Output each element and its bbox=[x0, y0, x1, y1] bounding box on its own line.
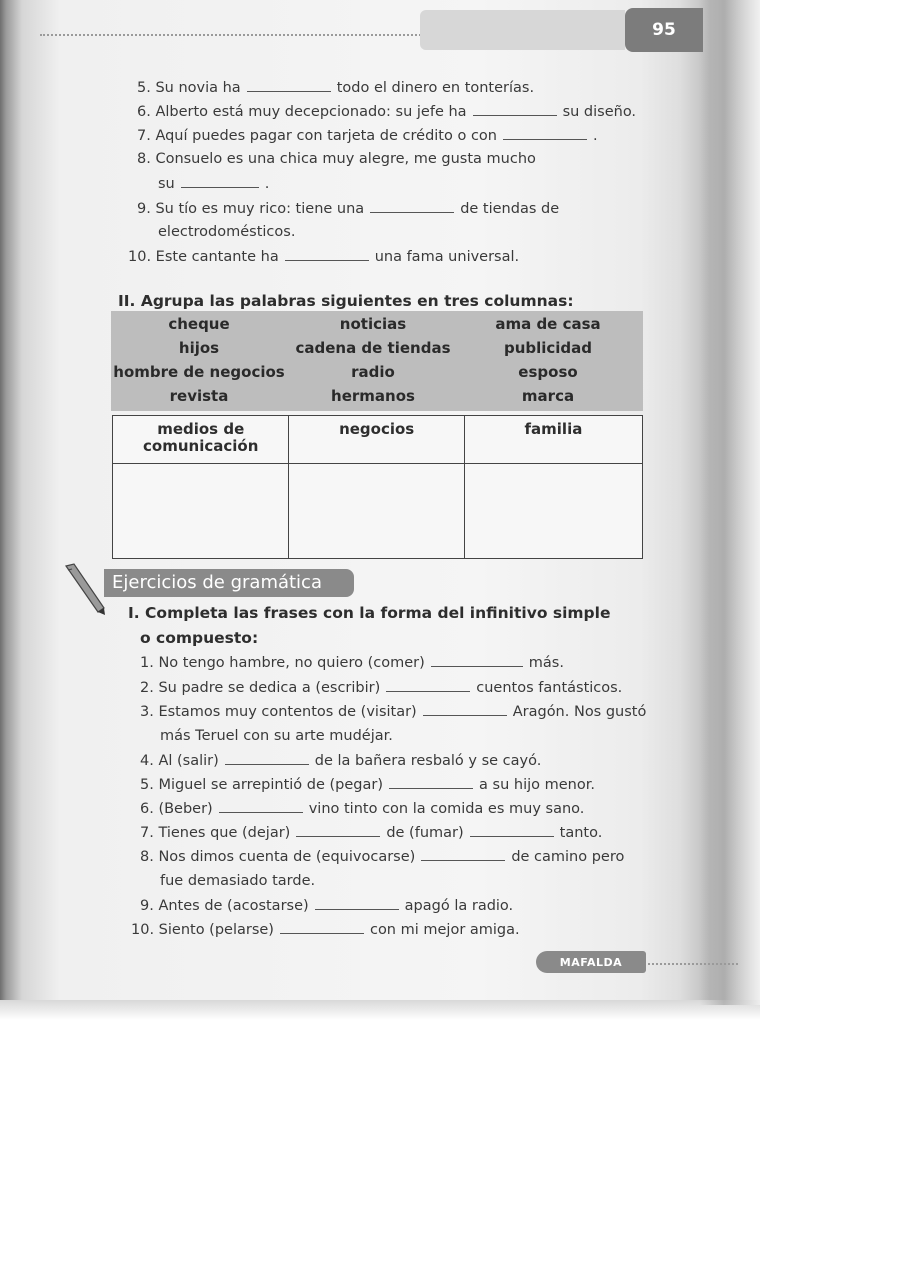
grammar-sentence bbox=[140, 798, 584, 819]
grammar-text: 8. Nos dimos cuenta de (equivocarse) bbox=[140, 849, 416, 865]
word-bank-item: ama de casa bbox=[495, 315, 601, 333]
page-edge-shadow bbox=[0, 1000, 760, 1020]
column-header-medios: medios de comunicación bbox=[113, 416, 289, 464]
vocab-text: su diseño. bbox=[562, 104, 637, 120]
grammar-text: 1. No tengo hambre, no quiero (comer) bbox=[140, 655, 425, 671]
vocab-text: todo el dinero en tonterías. bbox=[336, 80, 535, 96]
word-bank-item: hijos bbox=[178, 339, 220, 357]
vocab-line bbox=[137, 198, 559, 219]
grammar-text: de (fumar) bbox=[386, 825, 464, 841]
grammar-heading-line1: I. Completa las frases con la forma del infinitivo simple bbox=[128, 604, 611, 622]
grammar-text: de camino pero bbox=[511, 849, 625, 865]
vocab-text: . bbox=[592, 128, 598, 144]
column-header-negocios: negocios bbox=[289, 416, 464, 464]
vocab-text: 9. Su tío es muy rico: tiene una bbox=[137, 201, 365, 217]
grammar-text: fue demasiado tarde. bbox=[160, 873, 316, 889]
page-number: 95 bbox=[625, 8, 703, 52]
binding-shadow bbox=[700, 0, 760, 1005]
word-bank-item: publicidad bbox=[503, 339, 593, 357]
word-bank-item: cadena de tiendas bbox=[295, 339, 451, 357]
grammar-text: 5. Miguel se arrepintió de (pegar) bbox=[140, 777, 384, 793]
word-bank-item: cheque bbox=[168, 315, 230, 333]
vocab-line bbox=[137, 149, 536, 169]
grammar-text: tanto. bbox=[559, 825, 603, 841]
grammar-text: a su hijo menor. bbox=[479, 777, 595, 793]
grammar-text: vino tinto con la comida es muy sano. bbox=[308, 801, 585, 817]
word-bank-item: noticias bbox=[339, 315, 407, 333]
grammar-sentence bbox=[140, 701, 646, 722]
grammar-text: cuentos fantásticos. bbox=[476, 680, 623, 696]
grammar-sentence bbox=[140, 774, 595, 795]
grammar-blank[interactable] bbox=[386, 677, 470, 692]
word-bank-item: revista bbox=[169, 387, 229, 405]
grammar-blank[interactable] bbox=[280, 919, 364, 934]
vocab-line bbox=[158, 173, 269, 194]
vocab-text: 8. Consuelo es una chica muy alegre, me gusta mucho bbox=[137, 151, 536, 167]
vocab-text: 5. Su novia ha bbox=[137, 80, 241, 96]
pen-icon bbox=[60, 560, 106, 616]
vocab-blank[interactable] bbox=[181, 173, 259, 188]
vocab-line bbox=[128, 246, 519, 267]
grammar-sentence bbox=[140, 652, 564, 673]
grammar-text: de la bañera resbaló y se cayó. bbox=[314, 753, 542, 769]
grammar-blank[interactable] bbox=[296, 822, 380, 837]
column-cell-familia[interactable] bbox=[464, 464, 642, 559]
grammar-text: 9. Antes de (acostarse) bbox=[140, 898, 309, 914]
grammar-text: 6. (Beber) bbox=[140, 801, 213, 817]
vocab-text: 7. Aquí puedes pagar con tarjeta de crédito o con bbox=[137, 128, 497, 144]
word-bank-item: esposo bbox=[518, 363, 578, 381]
grammar-blank[interactable] bbox=[315, 895, 399, 910]
header-bar bbox=[420, 10, 625, 50]
word-bank-item: radio bbox=[351, 363, 395, 381]
vocab-text: su bbox=[158, 176, 175, 192]
word-bank-item: hombre de negocios bbox=[113, 363, 285, 381]
vocab-text: una fama universal. bbox=[374, 249, 520, 265]
grammar-heading-line2: o compuesto: bbox=[140, 629, 259, 647]
footer-dotted-rule bbox=[648, 963, 738, 965]
vocab-line bbox=[158, 222, 295, 242]
grammar-sentence bbox=[140, 846, 624, 867]
grammar-text: 4. Al (salir) bbox=[140, 753, 219, 769]
grammar-sentence bbox=[140, 822, 602, 843]
grammar-sentence bbox=[160, 871, 315, 891]
word-bank-item: marca bbox=[521, 387, 575, 405]
grammar-text: 2. Su padre se dedica a (escribir) bbox=[140, 680, 381, 696]
grammar-blank[interactable] bbox=[225, 750, 309, 765]
grammar-text: 10. Siento (pelarse) bbox=[131, 922, 274, 938]
grammar-text: Aragón. Nos gustó bbox=[512, 704, 647, 720]
section-2-heading: II. Agrupa las palabras siguientes en tres columnas: bbox=[118, 292, 574, 310]
column-cell-negocios[interactable] bbox=[289, 464, 464, 559]
grammar-text: más Teruel con su arte mudéjar. bbox=[160, 728, 393, 744]
grammar-blank[interactable] bbox=[470, 822, 554, 837]
grammar-blank[interactable] bbox=[423, 701, 507, 716]
vocab-blank[interactable] bbox=[247, 77, 331, 92]
grammar-text: 7. Tienes que (dejar) bbox=[140, 825, 291, 841]
footer-label: MAFALDA bbox=[536, 951, 646, 973]
vocab-blank[interactable] bbox=[503, 125, 587, 140]
grammar-blank[interactable] bbox=[219, 798, 303, 813]
vocab-blank[interactable] bbox=[370, 198, 454, 213]
vocab-text: de tiendas de bbox=[460, 201, 560, 217]
grammar-text: apagó la radio. bbox=[404, 898, 514, 914]
grammar-sentence bbox=[160, 726, 393, 746]
grammar-sentence bbox=[140, 895, 513, 916]
column-cell-medios[interactable] bbox=[113, 464, 289, 559]
vocab-blank[interactable] bbox=[473, 101, 557, 116]
grammar-sentence bbox=[131, 919, 520, 940]
vocab-text: 6. Alberto está muy decepcionado: su jefe ha bbox=[137, 104, 467, 120]
vocab-line bbox=[137, 101, 636, 122]
grammar-blank[interactable] bbox=[389, 774, 473, 789]
grammar-blank[interactable] bbox=[421, 846, 505, 861]
vocab-text: electrodomésticos. bbox=[158, 224, 296, 240]
grammar-banner: Ejercicios de gramática bbox=[104, 569, 354, 597]
grammar-text: con mi mejor amiga. bbox=[369, 922, 520, 938]
word-bank bbox=[111, 311, 643, 411]
vocab-line bbox=[137, 77, 534, 98]
vocab-text: . bbox=[264, 176, 270, 192]
vocab-blank[interactable] bbox=[285, 246, 369, 261]
word-bank-item: hermanos bbox=[331, 387, 415, 405]
vocab-text: 10. Este cantante ha bbox=[128, 249, 279, 265]
grammar-text: más. bbox=[528, 655, 564, 671]
grammar-text: 3. Estamos muy contentos de (visitar) bbox=[140, 704, 417, 720]
classification-table bbox=[112, 415, 643, 559]
vocab-line bbox=[137, 125, 598, 146]
grammar-sentence bbox=[140, 750, 541, 771]
grammar-blank[interactable] bbox=[431, 652, 523, 667]
column-header-familia: familia bbox=[464, 416, 642, 464]
grammar-sentence bbox=[140, 677, 622, 698]
